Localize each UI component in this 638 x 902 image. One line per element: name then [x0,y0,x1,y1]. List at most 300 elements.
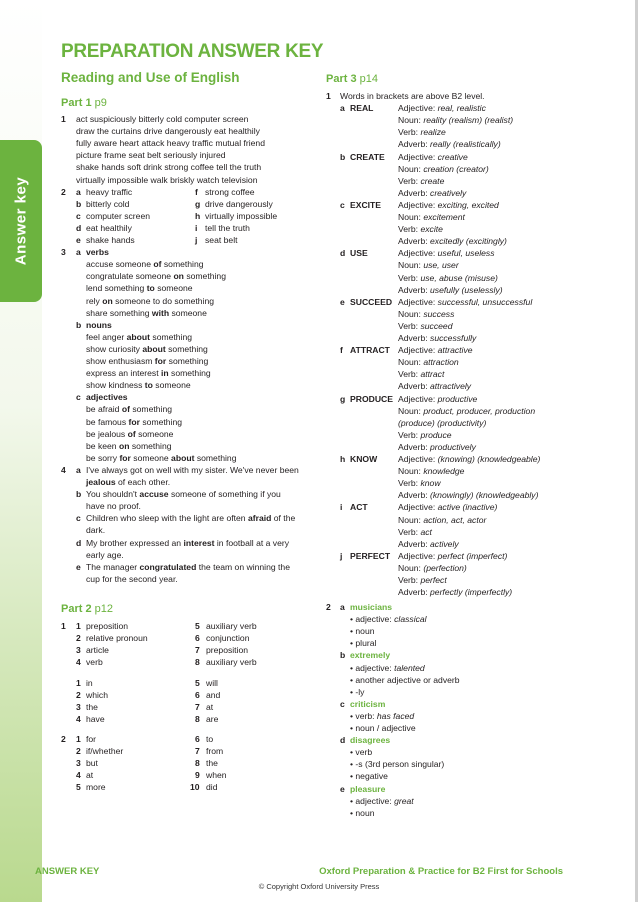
line-segment: early age. [86,549,124,560]
dependent-preposition-line [86,403,172,415]
line-segment: someone [152,380,191,391]
dependent-preposition-line [86,416,182,428]
item-answer: tell the truth [205,222,250,233]
word-class: Noun: [398,212,424,222]
line-segment: something [129,440,172,451]
item-letter: d [340,735,346,746]
item-letter: a [340,103,345,114]
word-class: Adverb: [398,441,431,452]
word-forms: attractive [437,345,473,356]
clue-bullet: • noun / adjective [350,723,416,733]
base-word: SUCCEED [350,296,393,307]
word-class: Adverb: [398,284,431,295]
word-form-line [398,514,486,526]
word-class: Adverb: [398,139,431,150]
word-forms: knowledge [423,466,465,477]
word-forms: success [423,308,455,319]
word-form-line [398,417,486,429]
word-class: Verb: [398,320,421,331]
word-form-line [398,296,532,308]
word-form-line [398,368,444,380]
section-subtitle: Reading and Use of English [61,70,240,85]
line-segment: something [166,356,209,366]
item-letter: j [195,235,198,245]
item-letter: e [340,296,345,307]
item-letter: h [195,210,201,221]
item-letter: e [340,783,345,794]
item-answer: at [86,770,94,781]
sentence-line [86,512,295,524]
word-form-line [398,211,465,223]
item-answer: if/whether [86,746,124,757]
word-form-line [398,187,466,199]
collocation-line: virtually impossible walk briskly watch television [76,174,258,185]
word-forms: attract [420,369,445,380]
line-segment: something [165,343,208,354]
item-answer: virtually impossible [205,210,278,221]
collocation-line: act suspiciously bitterly cold computer screen [76,114,249,124]
word-form-line [398,550,507,562]
part3-heading-page: p14 [359,73,378,85]
line-segment: on [173,271,184,282]
clue-label: another adjective or adverb [355,674,460,685]
line-segment: someone [135,428,174,439]
word-class: Adjective: [398,103,438,114]
item-answer: the [206,758,218,769]
clue-value: great [394,795,414,806]
word-class: Noun: [398,163,424,174]
word-form-line [398,126,446,138]
item-number: 6 [195,734,200,744]
word-class: Adjective: [398,502,438,513]
line-segment: of [127,428,136,439]
line-segment: of [121,404,130,415]
word-forms: action, act, actor [423,514,487,525]
sentence-line [86,537,289,549]
word-forms: exciting, excited [437,199,499,210]
item-answer: shake hands [86,235,135,245]
item-letter: b [340,151,346,162]
clue-bullet: • -s (3rd person singular) [350,759,445,770]
word-forms: active (inactive) [437,502,498,513]
line-segment: have no proof. [86,501,141,512]
side-decoration [0,0,42,902]
word-class: Verb: [398,175,421,186]
word-forms: create [420,175,445,186]
word-form-line [398,235,507,247]
word-form-line [398,272,498,284]
question-number: 1 [61,621,66,631]
word-class: Noun: [398,115,424,126]
item-letter: a [340,602,345,612]
line-segment: about [171,452,195,463]
item-number: 6 [195,690,200,701]
collocation-line: shake hands soft drink strong coffee tell the truth [76,162,262,173]
line-segment: be keen [86,440,119,451]
line-segment: dark. [86,525,106,536]
dependent-preposition-line [86,379,191,391]
word-class: Noun: [398,260,424,271]
word-form-line [398,489,538,501]
item-letter: c [76,210,81,221]
clue-value: classical [394,614,427,625]
word-class: Noun: [398,562,424,573]
word-form-line [398,332,476,344]
footer-left: ANSWER KEY [35,866,100,877]
word-form-line [398,320,452,332]
clue-label: -ly [355,686,365,697]
answer-word: disagrees [350,735,391,746]
clue-label: noun / adjective [355,723,416,733]
item-answer: article [86,645,109,656]
line-segment: rely [86,295,103,306]
word-class: Adverb: [398,381,431,392]
line-segment: jealous [86,477,116,487]
part1-heading-label: Part 1 [61,97,92,109]
item-answer: auxiliary verb [206,657,257,668]
line-segment: be famous [86,416,129,427]
word-class: Adverb: [398,333,431,343]
question-number: 1 [61,114,66,124]
sentence-line [86,464,299,476]
sentence-line [86,500,141,512]
item-number: 10 [190,782,200,793]
dependent-preposition-line [86,282,193,294]
line-segment: someone of something if you [168,489,281,500]
item-answer: bitterly cold [86,198,130,209]
word-form-line [398,102,486,114]
item-letter: b [76,489,82,500]
item-letter: a [76,464,81,475]
line-segment: afraid [247,513,272,524]
line-segment: congratulated [139,561,197,572]
answer-word: pleasure [350,783,386,794]
line-segment: congratulate someone [86,271,174,282]
question-number: 3 [61,247,66,258]
item-number: 3 [76,645,81,656]
line-segment: someone to do something [112,295,215,306]
line-segment: for [119,452,131,463]
item-number: 2 [76,633,81,644]
word-forms: real, realistic [437,103,486,114]
dependent-preposition-line [86,307,207,319]
item-letter: e [76,235,81,245]
item-number: 7 [195,645,200,656]
item-number: 9 [195,770,200,781]
item-letter: j [340,550,343,561]
clue-bullet: • -ly [350,686,365,697]
word-class: Verb: [398,127,421,138]
part3-heading [326,73,378,85]
collocation-line: draw the curtains drive dangerously eat healthily [76,126,260,137]
clue-bullet: • another adjective or adverb [350,674,460,685]
word-form-line [398,429,452,441]
line-segment: someone [169,307,207,318]
line-segment: Children who sleep with the light are often [86,513,248,524]
word-forms: produce [420,429,452,440]
item-letter: g [340,393,346,404]
item-letter: f [340,345,343,356]
word-form-line [398,223,443,235]
word-class: Adjective: [398,393,438,404]
clue-bullet: • negative [350,771,388,782]
word-forms: creatively [430,187,467,198]
answer-word: musicians [350,602,393,612]
item-letter: c [76,513,81,524]
word-class: Verb: [398,272,421,283]
footer-right: Oxford Preparation & Practice for B2 First for Schools [319,866,563,877]
item-answer: at [206,702,214,713]
word-class: Verb: [398,575,421,585]
word-forms: know [420,478,441,489]
item-answer: conjunction [206,633,250,644]
item-answer: preposition [206,645,249,656]
item-number: 2 [76,690,81,701]
clue-bullet: • verb: has faced [350,710,415,721]
item-answer: in [86,678,93,688]
word-form-line [398,465,464,477]
word-class: Verb: [398,369,421,380]
item-number: 8 [195,714,200,725]
side-tab [0,140,42,302]
line-segment: with [151,307,170,318]
item-number: 4 [76,657,81,668]
dependent-preposition-line [86,295,214,307]
line-segment: be sorry [86,452,120,463]
part2-heading-page: p12 [94,603,113,615]
clue-bullet: • adjective: classical [350,614,427,625]
item-answer: have [86,714,105,725]
item-letter: g [195,198,201,209]
sentence-line [86,561,290,573]
line-segment: of each other. [115,477,171,487]
line-segment: about [126,331,151,342]
line-segment: My brother expressed an [86,537,184,548]
base-word: ATTRACT [350,345,390,356]
answer-word: criticism [350,698,386,709]
word-form-line [398,356,459,368]
item-letter: c [340,199,345,210]
word-forms: really (realistically) [430,139,501,150]
item-number: 8 [195,758,200,769]
item-number: 6 [195,633,200,644]
word-form-line [398,405,535,417]
group-heading: adjectives [86,392,128,403]
item-answer: heavy traffic [86,186,133,197]
word-class: Verb: [398,478,421,489]
word-form-line [398,138,501,150]
item-number: 5 [195,678,200,688]
line-segment: accuse [139,489,169,500]
word-forms: creation (creator) [423,163,489,174]
item-letter: a [76,186,81,197]
item-number: 1 [76,734,81,744]
item-letter: d [76,222,82,233]
word-class: Noun: [398,466,424,477]
word-forms: perfect (imperfect) [437,550,508,561]
line-segment: something [183,271,226,282]
base-word: KNOW [350,454,378,464]
item-number: 5 [195,621,200,631]
item-number: 1 [76,621,81,631]
dependent-preposition-line [86,440,172,452]
base-word: ACT [350,502,368,513]
sentence-line [86,488,281,500]
word-forms: use, user [423,260,459,271]
item-answer: and [206,690,221,701]
line-segment: of [153,259,162,270]
line-segment: something [139,416,183,427]
line-segment: be jealous [86,428,128,439]
group-heading: verbs [86,247,109,258]
item-answer: seat belt [205,235,238,245]
word-forms: perfect [420,575,447,585]
clue-label: -s (3rd person singular) [355,759,445,770]
word-class: Noun: [398,514,424,525]
clue-value: talented [394,662,425,673]
instruction: Words in brackets are above B2 level. [340,91,485,101]
word-class: Adverb: [398,538,431,549]
copyright: © Copyright Oxford University Press [258,882,380,891]
clue-label: adjective: [355,614,395,625]
word-form-line [398,308,454,320]
clue-label: noun [355,626,375,637]
word-form-line [398,538,459,550]
word-class: Adjective: [398,248,438,259]
clue-bullet: • noun [350,807,375,818]
item-answer: will [206,678,218,688]
word-forms: (perfection) [423,562,467,573]
line-segment: show enthusiasm [86,356,155,366]
item-letter: c [76,392,81,403]
dependent-preposition-line [86,428,173,440]
word-forms: reality (realism) (realist) [423,115,514,126]
collocation-line: fully aware heart attack heavy traffic mutual friend [76,138,265,149]
word-form-line [398,114,513,126]
word-forms: excitedly (excitingly) [430,236,507,247]
line-segment: cup for the second year. [86,573,178,584]
item-number: 4 [76,770,81,781]
question-number: 1 [326,91,331,101]
word-forms: attractively [430,381,472,392]
word-class: Verb: [398,224,421,235]
line-segment: You shouldn't [86,489,140,500]
word-form-line [398,501,497,513]
clue-bullet: • adjective: talented [350,662,425,673]
item-answer: drive dangerously [205,198,273,209]
line-segment: to [146,283,155,294]
clue-label: verb: [355,710,377,721]
word-forms: usefully (uselessly) [430,284,503,295]
word-forms: useful, useless [437,248,495,259]
line-segment: interest [183,537,215,548]
line-segment: someone [130,452,172,463]
clue-bullet: • plural [350,638,377,649]
word-forms: (knowing) (knowledgeable) [437,454,541,464]
word-forms: excitement [423,212,465,222]
item-answer: verb [86,657,103,668]
word-class: Adjective: [398,151,438,162]
item-letter: b [340,650,346,661]
word-form-line [398,344,473,356]
sentence-line [86,476,170,488]
word-form-line [398,477,441,489]
dependent-preposition-line [86,270,226,282]
base-word: PERFECT [350,550,391,561]
item-letter: d [340,248,346,259]
line-segment: I've always got on well with my sister. We've never been [86,464,299,475]
word-form-line [398,163,489,175]
base-word: CREATE [350,151,385,162]
word-forms: product, producer, production [423,405,536,416]
line-segment: show curiosity [86,343,143,354]
line-segment: accuse someone [86,259,154,270]
base-word: PRODUCE [350,393,393,404]
item-number: 5 [76,782,81,793]
side-tab-label: Answer key [12,176,30,266]
question-number: 2 [61,734,66,744]
item-letter: e [76,561,81,572]
item-number: 3 [76,758,81,769]
word-form-line [398,586,512,598]
word-form-line [398,151,468,163]
line-segment: in football at a very [214,537,290,548]
word-class: Noun: [398,405,424,416]
word-forms: actively [430,538,459,549]
line-segment: share something [86,307,152,318]
sentence-line [86,573,178,585]
line-segment: on [118,440,130,451]
item-answer: preposition [86,621,129,631]
line-segment: something [168,368,211,379]
word-forms: (produce) (productivity) [398,417,487,428]
word-class: Adjective: [398,345,438,356]
clue-label: verb [355,747,373,758]
word-class: Verb: [398,526,421,537]
item-letter: c [340,698,345,709]
item-answer: computer screen [86,210,151,221]
word-forms: (knowingly) (knowledgeably) [430,490,539,501]
page-title: PREPARATION ANSWER KEY [61,41,324,62]
question-number: 2 [61,186,66,197]
word-form-line [398,441,476,453]
item-answer: when [206,770,227,781]
item-letter: b [76,319,82,330]
item-letter: f [195,186,198,197]
dependent-preposition-line [86,452,236,464]
word-class: Adjective: [398,296,438,307]
word-class: Adjective: [398,199,438,210]
word-forms: act [420,526,432,537]
clue-bullet: • noun [350,626,375,637]
word-forms: creative [437,151,468,162]
line-segment: of the [271,513,296,524]
word-form-line [398,526,432,538]
word-class: Noun: [398,357,424,368]
item-number: 3 [76,702,81,713]
dependent-preposition-line [86,258,204,270]
line-segment: lend something [86,283,147,294]
clue-label: adjective: [355,795,395,806]
clue-bullet: • adjective: great [350,795,414,806]
item-letter: d [76,537,82,548]
word-class: Verb: [398,429,421,440]
item-answer: more [86,782,106,793]
group-heading: nouns [86,319,112,330]
item-number: 8 [195,657,200,668]
item-letter: h [340,454,346,464]
clue-value: has faced [376,710,415,721]
